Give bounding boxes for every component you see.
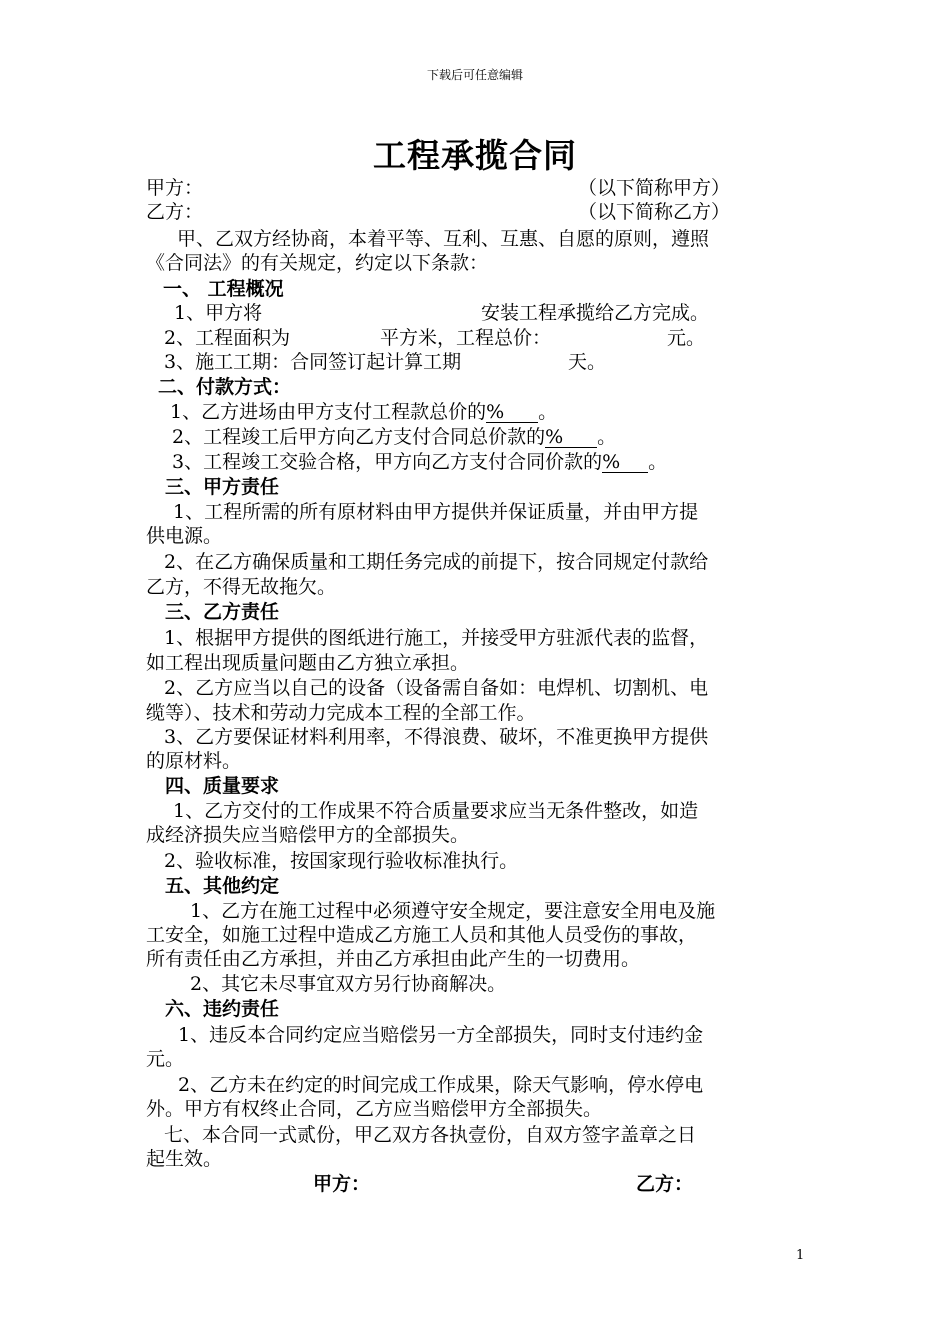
clause-text: 2、其它未尽事宜双方另行协商解决。 — [190, 973, 507, 995]
section-heading: 四、质量要求 — [165, 775, 280, 797]
clause-text: 天。 — [568, 351, 607, 373]
clause-text: 平方米，工程总价： — [380, 327, 552, 349]
clause-text: 1、根据甲方提供的图纸进行施工，并接受甲方驻派代表的监督， — [164, 627, 709, 649]
payment-clause — [172, 425, 616, 449]
page-number: 1 — [796, 1248, 805, 1263]
clause-text: 。 — [597, 426, 617, 448]
clause-text: 1、违反本合同约定应当赔偿另一方全部损失，同时支付违约金 — [178, 1024, 704, 1046]
clause-text: 1、乙方进场由甲方支付工程款总价的 — [170, 401, 487, 423]
section-heading: 三、甲方责任 — [165, 476, 280, 498]
clause-text: 供电源。 — [146, 525, 223, 547]
party-b-label: 乙方： — [146, 201, 204, 223]
clause-text: 2、在乙方确保质量和工期任务完成的前提下，按合同规定付款给 — [164, 551, 709, 573]
clause-text: 2、乙方应当以自己的设备（设备需自备如：电焊机、切割机、电 — [164, 677, 709, 699]
clause-text: 如工程出现质量问题由乙方独立承担。 — [146, 652, 470, 674]
clause-text: 乙方，不得无故拖欠。 — [146, 576, 337, 598]
clause-text: 3、施工工期：合同签订起计算工期 — [164, 351, 462, 373]
section-heading: 一、 工程概况 — [163, 278, 284, 300]
section-heading: 三、乙方责任 — [165, 601, 280, 623]
clause-text: 。 — [648, 451, 668, 473]
clause-text: 1、乙方交付的工作成果不符合质量要求应当无条件整改，如造 — [173, 800, 699, 822]
clause-text: 元。 — [667, 327, 706, 349]
clause-text: 七、本合同一式贰份，甲乙双方各执壹份，自双方签字盖章之日 — [164, 1124, 697, 1146]
clause-text: 所有责任由乙方承担，并由乙方承担由此产生的一切费用。 — [146, 948, 641, 970]
clause-text: 2、乙方未在约定的时间完成工作成果，除天气影响，停水停电 — [178, 1074, 704, 1096]
section-heading: 五、其他约定 — [165, 875, 280, 897]
clause-text: 缆等）、技术和劳动力完成本工程的全部工作。 — [146, 702, 536, 724]
clause-text: 1、工程所需的所有原材料由甲方提供并保证质量，并由甲方提 — [173, 501, 699, 523]
percent-blank: % — [545, 427, 597, 448]
clause-text: 3、乙方要保证材料利用率，不得浪费、破坏，不准更换甲方提供 — [164, 726, 709, 748]
section-heading: 六、违约责任 — [165, 998, 280, 1020]
percent-blank: % — [602, 452, 648, 473]
document-title: 工程承揽合同 — [373, 136, 577, 175]
clause-text: 1、乙方在施工过程中必须遵守安全规定，要注意安全用电及施 — [190, 900, 716, 922]
signature-party-a: 甲方： — [313, 1173, 371, 1195]
clause-text: 成经济损失应当赔偿甲方的全部损失。 — [146, 824, 470, 846]
party-a-label: 甲方： — [146, 177, 204, 199]
payment-clause — [170, 400, 557, 424]
clause-text: 1、甲方将 — [174, 302, 263, 324]
party-a-note: （以下简称甲方） — [578, 177, 731, 199]
clause-text: 元。 — [146, 1048, 185, 1070]
section-heading: 二、付款方式： — [158, 376, 292, 398]
party-b-note: （以下简称乙方） — [578, 201, 731, 223]
signature-party-b: 乙方： — [636, 1173, 694, 1195]
clause-text: 3、工程竣工交验合格，甲方向乙方支付合同价款的 — [172, 451, 603, 473]
clause-text: 外。甲方有权终止合同，乙方应当赔偿甲方全部损失。 — [146, 1098, 603, 1120]
header-note: 下载后可任意编辑 — [426, 68, 523, 82]
clause-text: 2、验收标准，按国家现行验收标准执行。 — [164, 850, 519, 872]
percent-blank: % — [486, 402, 538, 423]
clause-text: 安装工程承揽给乙方完成。 — [481, 302, 710, 324]
intro-line: 《合同法》的有关规定，约定以下条款： — [146, 252, 489, 274]
clause-text: 2、工程竣工后甲方向乙方支付合同总价款的 — [172, 426, 546, 448]
intro-line: 甲、乙双方经协商，本着平等、互利、互惠、自愿的原则，遵照 — [177, 228, 710, 250]
clause-text: 起生效。 — [146, 1148, 223, 1170]
clause-text: 2、工程面积为 — [164, 327, 291, 349]
clause-text: 的原材料。 — [146, 750, 242, 772]
clause-text: 工安全，如施工过程中造成乙方施工人员和其他人员受伤的事故， — [146, 924, 698, 946]
clause-text: 。 — [538, 401, 558, 423]
payment-clause — [172, 450, 667, 474]
